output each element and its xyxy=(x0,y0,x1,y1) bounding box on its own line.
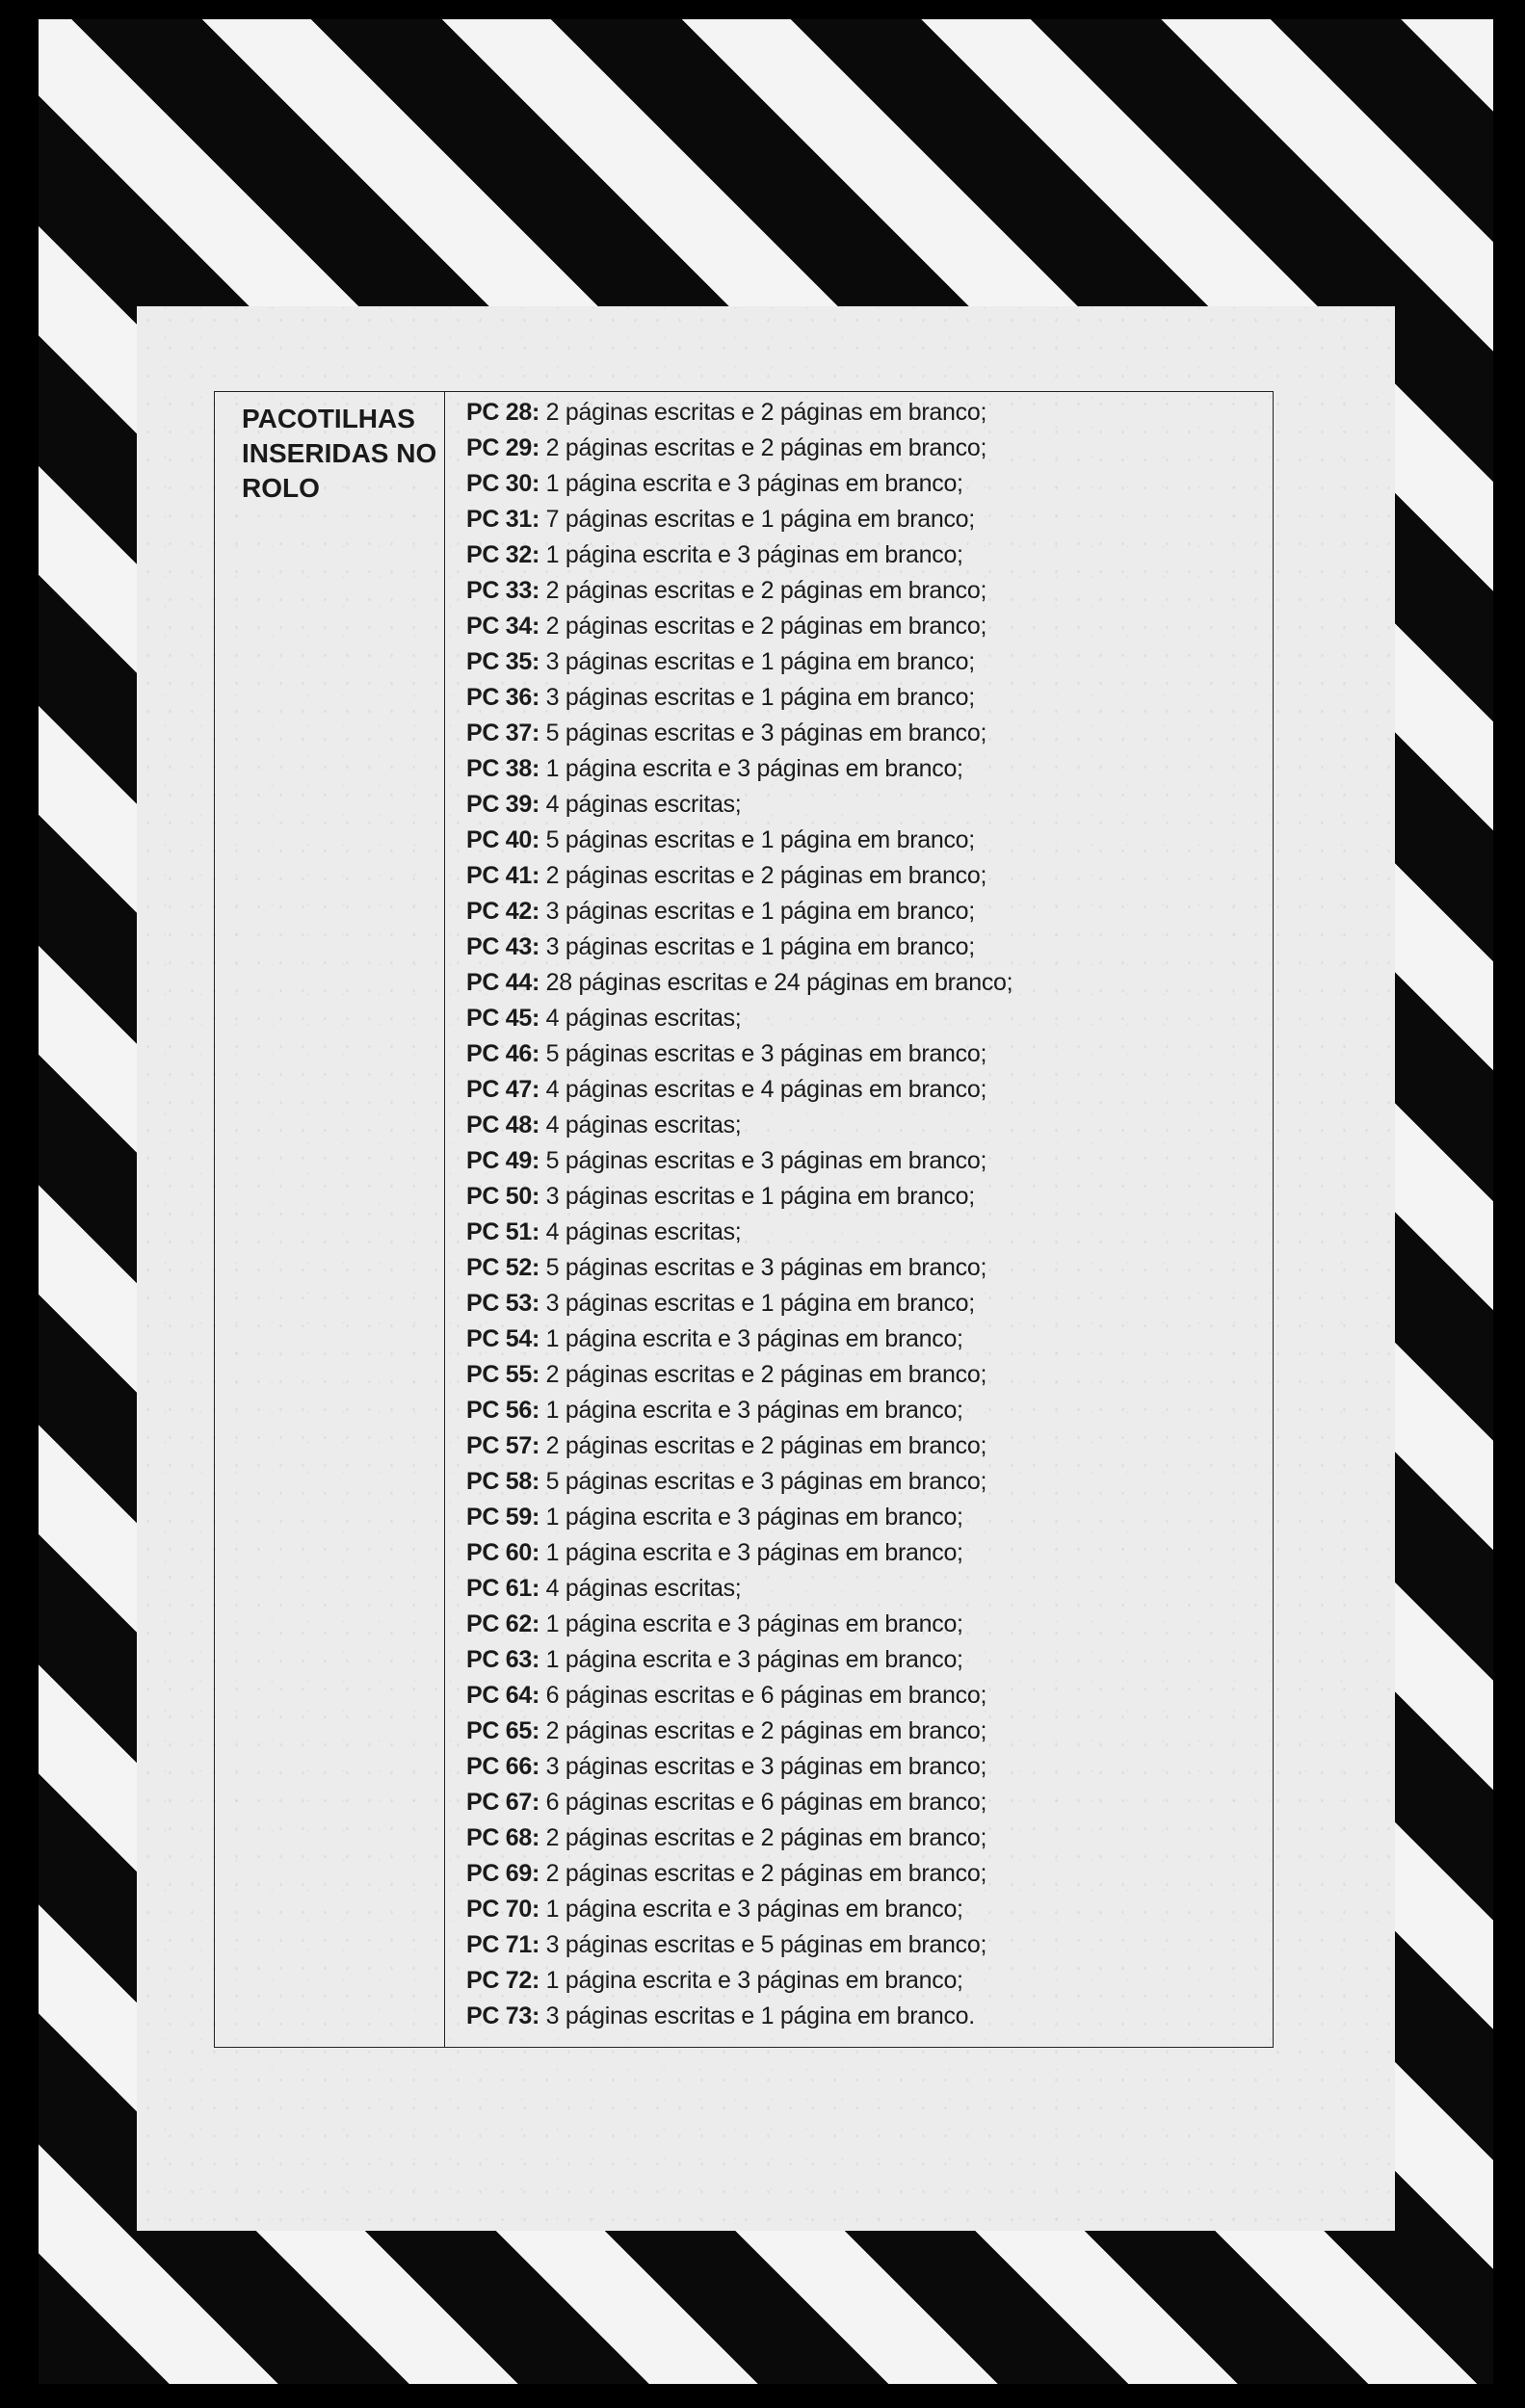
entry-code: PC 28: xyxy=(466,399,540,426)
list-item xyxy=(466,466,1273,502)
list-item xyxy=(466,573,1273,609)
entry-text: 3 páginas escritas e 1 página em branco; xyxy=(539,1183,975,1210)
entry-text: 2 páginas escritas e 2 páginas em branco; xyxy=(539,434,987,461)
list-item xyxy=(466,1892,1273,1927)
list-item xyxy=(466,1785,1273,1820)
list-item xyxy=(466,537,1273,573)
entry-code: PC 53: xyxy=(466,1290,540,1317)
entry-text: 6 páginas escritas e 6 páginas em branco; xyxy=(539,1789,987,1816)
entry-code: PC 64: xyxy=(466,1682,540,1709)
entry-text: 1 página escrita e 3 páginas em branco; xyxy=(539,1646,963,1673)
list-item xyxy=(466,965,1273,1001)
entry-text: 1 página escrita e 3 páginas em branco; xyxy=(539,1539,963,1566)
entry-text: 4 páginas escritas; xyxy=(539,1112,742,1139)
list-item xyxy=(466,1999,1273,2034)
entry-text: 2 páginas escritas e 2 páginas em branco; xyxy=(539,1361,987,1388)
list-item xyxy=(466,787,1273,823)
list-item xyxy=(466,1749,1273,1785)
list-item xyxy=(466,680,1273,716)
list-item xyxy=(466,1607,1273,1642)
entry-code: PC 65: xyxy=(466,1717,540,1744)
entry-code: PC 39: xyxy=(466,791,540,818)
entry-code: PC 47: xyxy=(466,1076,540,1103)
entry-code: PC 46: xyxy=(466,1040,540,1067)
list-item xyxy=(466,1001,1273,1036)
label-cell xyxy=(215,392,445,2048)
entry-code: PC 67: xyxy=(466,1789,540,1816)
entry-text: 3 páginas escritas e 1 página em branco. xyxy=(539,2002,975,2029)
list-item xyxy=(466,1678,1273,1714)
entry-code: PC 66: xyxy=(466,1753,540,1780)
entry-text: 3 páginas escritas e 1 página em branco; xyxy=(539,898,975,925)
list-item xyxy=(466,395,1273,431)
entry-text: 7 páginas escritas e 1 página em branco; xyxy=(539,506,975,533)
list-item xyxy=(466,751,1273,787)
list-item xyxy=(466,1714,1273,1749)
entry-text: 1 página escrita e 3 páginas em branco; xyxy=(539,1504,963,1531)
entry-text: 2 páginas escritas e 2 páginas em branco; xyxy=(539,1860,987,1887)
list-item xyxy=(466,1500,1273,1535)
entry-code: PC 58: xyxy=(466,1468,540,1495)
entry-code: PC 30: xyxy=(466,470,540,497)
list-item xyxy=(466,431,1273,466)
entries-cell xyxy=(445,392,1274,2048)
list-item xyxy=(466,1250,1273,1286)
entry-text: 3 páginas escritas e 1 página em branco; xyxy=(539,684,975,711)
list-item xyxy=(466,1322,1273,1357)
entry-code: PC 52: xyxy=(466,1254,540,1281)
list-item xyxy=(466,1820,1273,1856)
entry-text: 2 páginas escritas e 2 páginas em branco; xyxy=(539,1432,987,1459)
entry-text: 5 páginas escritas e 3 páginas em branco; xyxy=(539,1147,987,1174)
entry-text: 2 páginas escritas e 2 páginas em branco; xyxy=(539,399,987,426)
entry-code: PC 32: xyxy=(466,541,540,568)
list-item xyxy=(466,1179,1273,1215)
entry-text: 2 páginas escritas e 2 páginas em branco; xyxy=(539,613,987,640)
list-item xyxy=(466,1143,1273,1179)
entry-text: 1 página escrita e 3 páginas em branco; xyxy=(539,1325,963,1352)
list-item xyxy=(466,858,1273,894)
entry-code: PC 35: xyxy=(466,648,540,675)
entry-code: PC 51: xyxy=(466,1218,540,1245)
entry-code: PC 50: xyxy=(466,1183,540,1210)
entry-code: PC 37: xyxy=(466,720,540,746)
list-item xyxy=(466,1036,1273,1072)
entry-text: 3 páginas escritas e 1 página em branco; xyxy=(539,933,975,960)
entry-text: 4 páginas escritas; xyxy=(539,1575,742,1602)
entry-text: 3 páginas escritas e 1 página em branco; xyxy=(539,648,975,675)
list-item xyxy=(466,1286,1273,1322)
entry-code: PC 33: xyxy=(466,577,540,604)
entry-text: 1 página escrita e 3 páginas em branco; xyxy=(539,1397,963,1424)
list-item xyxy=(466,1393,1273,1428)
list-item xyxy=(466,1215,1273,1250)
list-item xyxy=(466,1072,1273,1108)
entry-text: 3 páginas escritas e 1 página em branco; xyxy=(539,1290,975,1317)
entry-code: PC 29: xyxy=(466,434,540,461)
record-table xyxy=(214,391,1274,2048)
entry-code: PC 34: xyxy=(466,613,540,640)
entry-text: 2 páginas escritas e 2 páginas em branco; xyxy=(539,862,987,889)
entry-code: PC 36: xyxy=(466,684,540,711)
entry-text: 28 páginas escritas e 24 páginas em branco; xyxy=(539,969,1013,996)
entry-code: PC 38: xyxy=(466,755,540,782)
entry-text: 5 páginas escritas e 3 páginas em branco; xyxy=(539,1040,987,1067)
list-item xyxy=(466,1535,1273,1571)
entry-code: PC 61: xyxy=(466,1575,540,1602)
entry-text: 4 páginas escritas e 4 páginas em branco; xyxy=(539,1076,987,1103)
entry-text: 1 página escrita e 3 páginas em branco; xyxy=(539,541,963,568)
entry-text: 1 página escrita e 3 páginas em branco; xyxy=(539,755,963,782)
list-item xyxy=(466,929,1273,965)
list-item xyxy=(466,1927,1273,1963)
entry-text: 1 página escrita e 3 páginas em branco; xyxy=(539,1967,963,1994)
list-item xyxy=(466,1642,1273,1678)
entry-code: PC 69: xyxy=(466,1860,540,1887)
entry-code: PC 70: xyxy=(466,1896,540,1923)
entry-code: PC 45: xyxy=(466,1005,540,1032)
entry-code: PC 60: xyxy=(466,1539,540,1566)
entry-text: 5 páginas escritas e 3 páginas em branco; xyxy=(539,1254,987,1281)
entry-code: PC 62: xyxy=(466,1610,540,1637)
list-item xyxy=(466,1571,1273,1607)
list-item xyxy=(466,1856,1273,1892)
entry-text: 3 páginas escritas e 3 páginas em branco; xyxy=(539,1753,987,1780)
list-item xyxy=(466,1357,1273,1393)
entry-code: PC 40: xyxy=(466,826,540,853)
entry-text: 4 páginas escritas; xyxy=(539,1005,742,1032)
entry-text: 1 página escrita e 3 páginas em branco; xyxy=(539,470,963,497)
entry-code: PC 54: xyxy=(466,1325,540,1352)
entry-text: 2 páginas escritas e 2 páginas em branco; xyxy=(539,577,987,604)
table-row xyxy=(215,392,1274,2048)
entry-code: PC 72: xyxy=(466,1967,540,1994)
entry-code: PC 44: xyxy=(466,969,540,996)
entry-code: PC 55: xyxy=(466,1361,540,1388)
entry-text: 1 página escrita e 3 páginas em branco; xyxy=(539,1610,963,1637)
section-label: PACOTILHAS INSERIDAS NO ROLO xyxy=(242,404,437,503)
entry-code: PC 31: xyxy=(466,506,540,533)
list-item xyxy=(466,1963,1273,1999)
document-sheet xyxy=(137,306,1395,2231)
entry-code: PC 41: xyxy=(466,862,540,889)
entry-code: PC 48: xyxy=(466,1112,540,1139)
entry-text: 5 páginas escritas e 3 páginas em branco; xyxy=(539,720,987,746)
list-item xyxy=(466,609,1273,644)
list-item xyxy=(466,823,1273,858)
entry-text: 4 páginas escritas; xyxy=(539,1218,742,1245)
entry-code: PC 63: xyxy=(466,1646,540,1673)
list-item xyxy=(466,502,1273,537)
entry-text: 4 páginas escritas; xyxy=(539,791,742,818)
list-item xyxy=(466,894,1273,929)
entry-code: PC 73: xyxy=(466,2002,540,2029)
entry-code: PC 57: xyxy=(466,1432,540,1459)
entry-text: 3 páginas escritas e 5 páginas em branco; xyxy=(539,1931,987,1958)
entry-text: 6 páginas escritas e 6 páginas em branco; xyxy=(539,1682,987,1709)
entry-code: PC 71: xyxy=(466,1931,540,1958)
entry-code: PC 43: xyxy=(466,933,540,960)
list-item xyxy=(466,1428,1273,1464)
entry-code: PC 68: xyxy=(466,1824,540,1851)
entry-code: PC 42: xyxy=(466,898,540,925)
list-item xyxy=(466,644,1273,680)
entries-list xyxy=(466,395,1273,2034)
list-item xyxy=(466,1108,1273,1143)
entry-text: 5 páginas escritas e 3 páginas em branco; xyxy=(539,1468,987,1495)
entry-code: PC 49: xyxy=(466,1147,540,1174)
entry-text: 2 páginas escritas e 2 páginas em branco; xyxy=(539,1717,987,1744)
entry-text: 5 páginas escritas e 1 página em branco; xyxy=(539,826,975,853)
entry-text: 1 página escrita e 3 páginas em branco; xyxy=(539,1896,963,1923)
entry-text: 2 páginas escritas e 2 páginas em branco; xyxy=(539,1824,987,1851)
entry-code: PC 56: xyxy=(466,1397,540,1424)
list-item xyxy=(466,716,1273,751)
entry-code: PC 59: xyxy=(466,1504,540,1531)
list-item xyxy=(466,1464,1273,1500)
